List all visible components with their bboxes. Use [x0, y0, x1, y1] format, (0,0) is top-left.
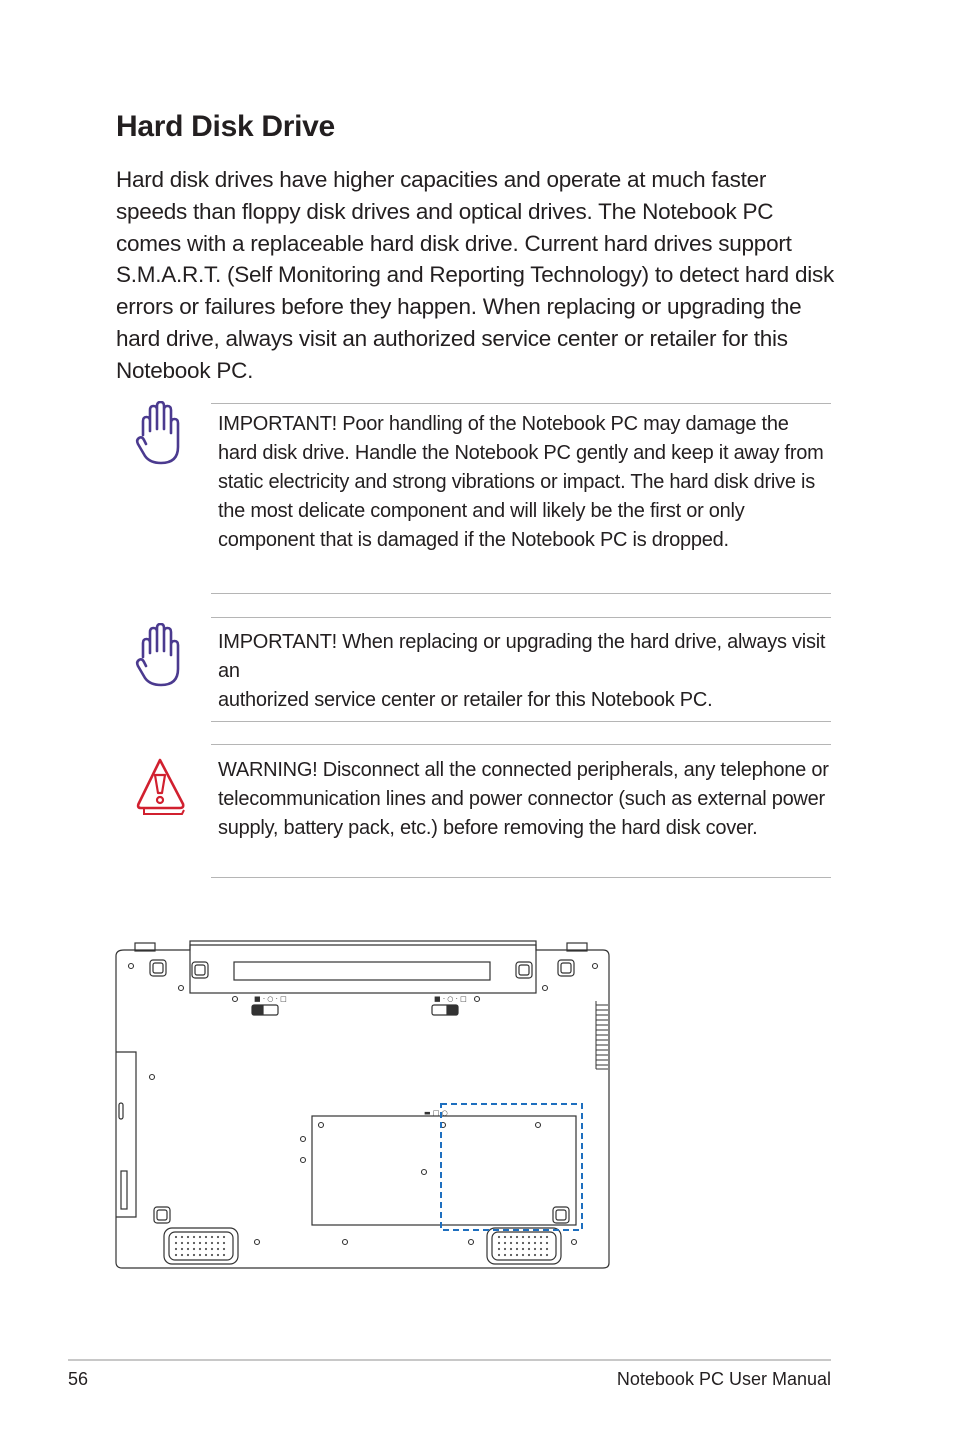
notice-line: authorized service center or retailer for this Notebook PC.: [218, 689, 713, 711]
important-notice-handling: [211, 403, 831, 594]
notice-text: IMPORTANT! Poor handling of the Notebook PC may damage the hard disk drive. Handle the Notebook PC gently and keep it away from static electricity and strong vibrations or impact. The hard disk drive is the most delicate component and will likely be the first or only component that is damaged if the Notebook PC is dropped.: [218, 413, 824, 551]
manual-title: Notebook PC User Manual: [616, 1369, 831, 1389]
footer-rule: [68, 1359, 831, 1361]
important-notice-service: [211, 617, 831, 722]
hard-disk-highlight: [441, 1104, 582, 1230]
intro-paragraph: Hard disk drives have higher capacities and operate at much faster speeds than floppy disk drives and optical drives. The Notebook PC comes with a replaceable hard disk drive. Current hard drives support S.M.A.R.T. (Self Monitoring and Reporting Technology) to detect hard disk errors or failures before they happen. When replacing or upgrading the hard drive, always visit an authorized service center or retailer for this Notebook PC.: [116, 167, 834, 383]
notice-text: WARNING! Disconnect all the connected peripherals, any telephone or telecommunication lines and power connector (such as external power supply, battery pack, etc.) before removing the hard disk cover.: [218, 759, 829, 839]
svg-text:▬ □ ○: ▬ □ ○: [424, 1109, 448, 1117]
warning-notice-disconnect: [211, 744, 831, 878]
warning-triangle-icon: [134, 756, 188, 816]
page-number: 56: [68, 1369, 89, 1389]
notebook-bottom-view-diagram: [110, 935, 616, 1275]
page-title: Hard Disk Drive: [116, 110, 335, 143]
svg-text:■ · ○ · □: ■ · ○ · □: [254, 995, 287, 1003]
hand-stop-icon: [134, 623, 182, 689]
notice-text: [211, 618, 831, 715]
svg-text:■ · ○ · □: ■ · ○ · □: [434, 995, 467, 1003]
hand-stop-icon: [134, 401, 182, 467]
notice-line: IMPORTANT! When replacing or upgrading the hard drive, always visit an: [218, 631, 826, 682]
